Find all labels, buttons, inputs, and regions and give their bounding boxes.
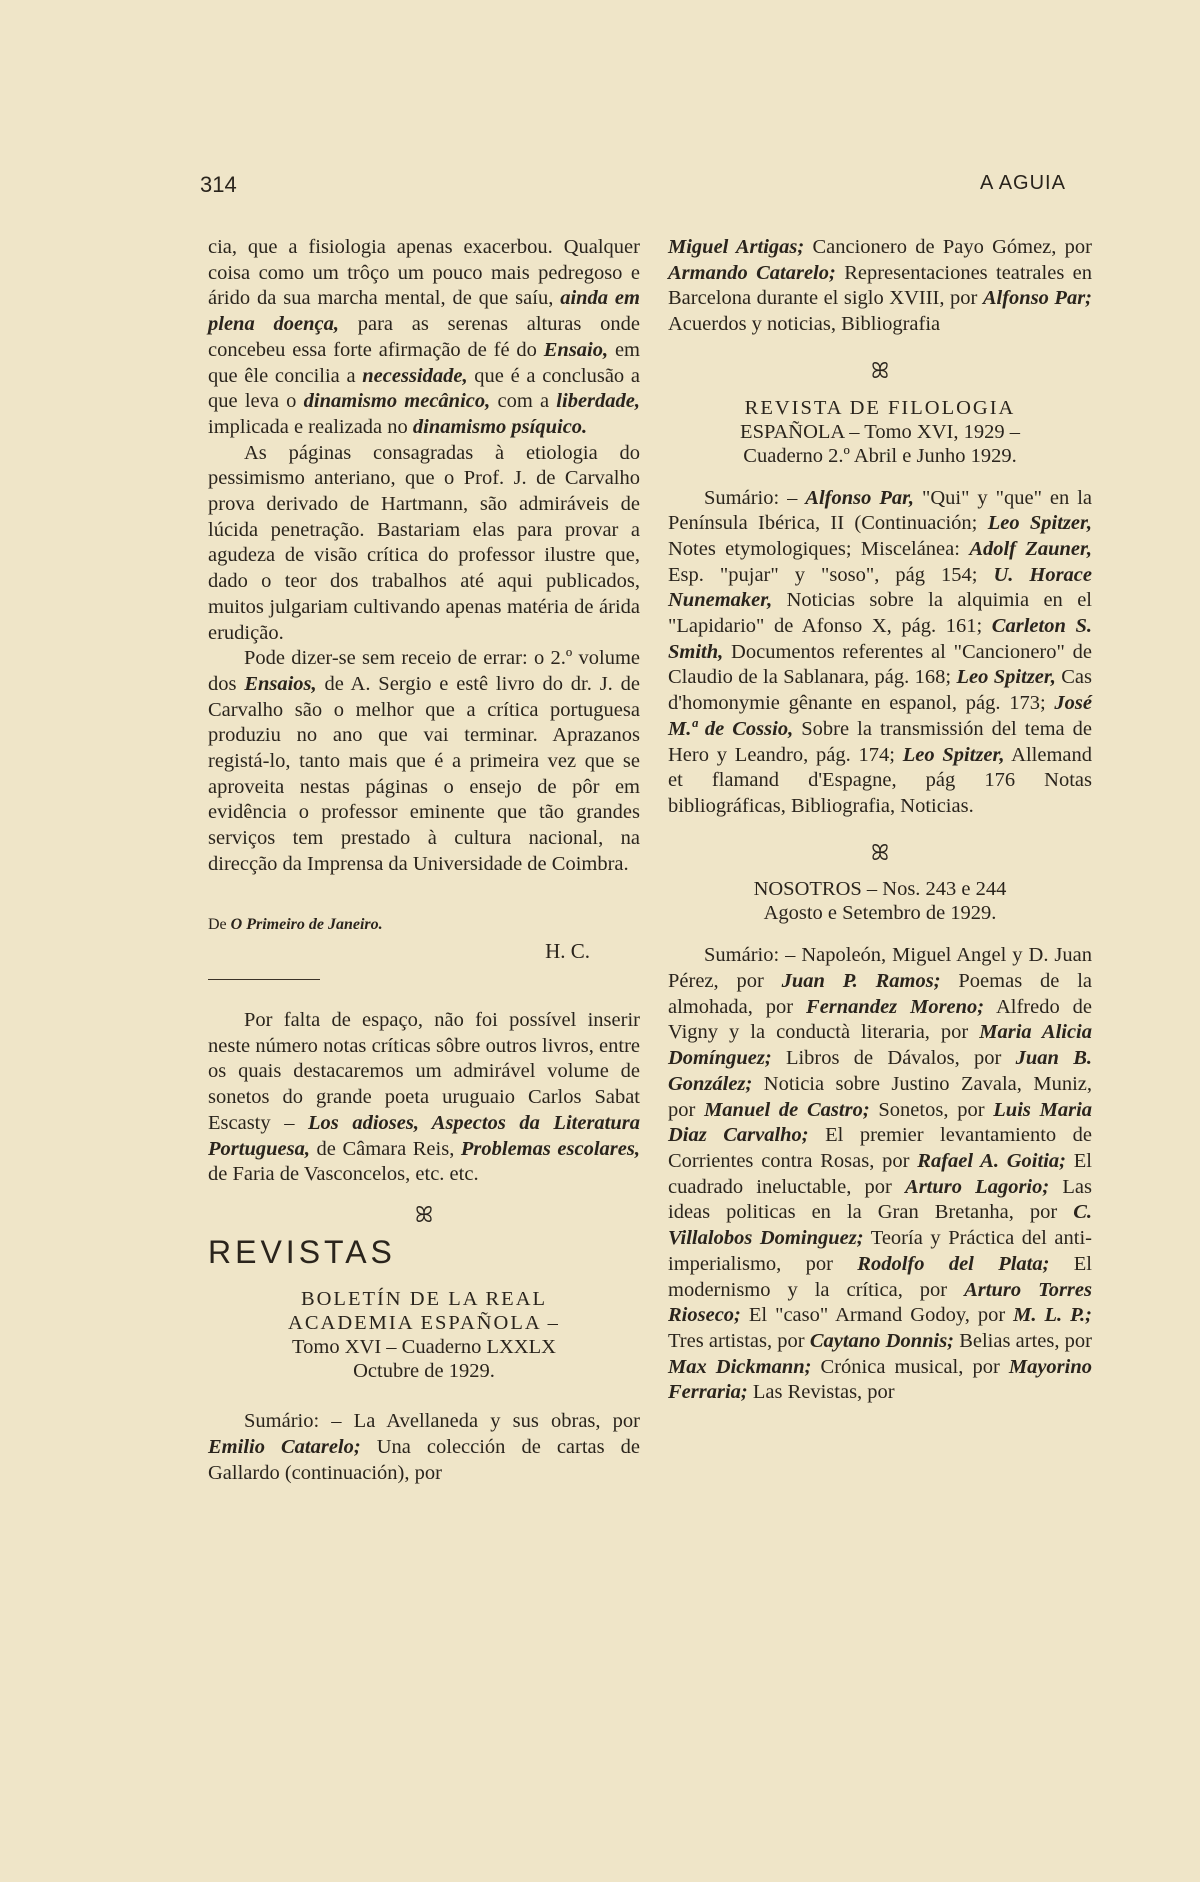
filologia-heading: REVISTA DE FILOLOGIA ESPAÑOLA – Tomo XVI, 1929 – Cuaderno 2.º Abril e Junho 1929. <box>740 396 1020 467</box>
source-citation: De O Primeiro de Janeiro. <box>208 915 383 933</box>
divider <box>208 979 320 980</box>
left-column <box>208 235 640 1486</box>
ornament-icon: ꕤ <box>414 1201 434 1227</box>
running-head: A AGUIA <box>980 172 1066 194</box>
author-initials: H. C. <box>545 939 590 964</box>
ornament-icon: ꕤ <box>870 357 890 383</box>
section-title: REVISTAS <box>208 1233 396 1270</box>
review-paragraph-3: Pode dizer-se sem receio de errar: o 2.º volume dos Ensaios, de A. Sergio e estê livro do dr. J. de Carvalho são o melhor que a crítica portuguesa produziu no ano que vai terminar. Aprazanos registá-lo, tanto mais que é a primeira vez que se aproveita nestas páginas o ensejo de pôr em evidência o professor eminente que tão grandes serviços tem prestado à cultura nacional, na direcção da Imprensa da Universidade de Coimbra. <box>208 647 640 875</box>
boletin-sumario: Sumário: – La Avellaneda y sus obras, por Emilio Catarelo; Una colección de cartas de Gallardo (continuación), por <box>208 1410 640 1484</box>
review-paragraph-2: As páginas consagradas à etiologia do pessimismo anteriano, que o Prof. J. de Carvalho prova derivado de Hartmann, são admiráveis de lúcida penetração. Bastariam elas para provar a agudeza de visão crítica do professor ilustre que, dado o teor dos trabalhos até aqui publicados, muitos julgariam cultivando apenas matéria de árida erudição. <box>208 441 640 644</box>
right-column <box>668 235 1092 1406</box>
nosotros-heading: NOSOTROS – Nos. 243 e 244 Agosto e Setembro de 1929. <box>753 878 1007 925</box>
boletin-sumario-cont: Miguel Artigas; Cancionero de Payo Gómez, por Armando Catarelo; Representaciones teatrales en Barcelona durante el siglo XVIII, por Alfonso Par; Acuerdos y noticias, Bibliografia <box>668 236 1093 336</box>
boletin-heading: BOLETÍN DE LA REAL ACADEMIA ESPAÑOLA – Tomo XVI – Cuaderno LXXLX Octubre de 1929. <box>288 1288 560 1383</box>
review-paragraph-1: cia, que a fisiologia apenas exacerbou. Qualquer coisa como um trôço um pouco mais pedregoso e árido da sua marcha mental, de que saíu, ainda em plena doença, para as serenas alturas onde concebeu essa forte afirmação de fé do Ensaio, em que êle concilia a necessidade, que é a conclusão a que leva o dinamismo mecânico, com a liberdade, implicada e realizada no dinamismo psíquico. <box>208 236 640 438</box>
filologia-sumario: Sumário: – Alfonso Par, "Qui" y "que" en la Península Ibérica, II (Continuación; Leo Spitzer, Notes etymologiques; Miscelánea: Adolf Zauner, Esp. "pujar" y "soso", pág 154; U. Horace Nunemaker, Noticias sobre la alquimia en el "Lapidario" de Afonso X, pág. 161; Carleton S. Smith, Documentos referentes al "Cancionero" de Claudio de la Sablanara, pág. 168; Leo Spitzer, Cas d'homonymie gênante en espanol, pág. 173; José M.ª de Cossio, Sobre la transmissión del tema de Hero y Leandro, pág. 174; Leo Spitzer, Allemand et flamand d'Espagne, pág 176 Notas bibliográficas, Bibliografia, Noticias. <box>668 486 1093 817</box>
page-number: 314 <box>200 172 237 197</box>
ornament-icon: ꕤ <box>870 839 890 865</box>
editorial-note: Por falta de espaço, não foi possível inserir neste número notas críticas sôbre outros livros, entre os quais destacaremos um admirável volume de sonetos do grande poeta uruguaio Carlos Sabat Escasty – Los adioses, Aspectos da Literatura Portuguesa, de Câmara Reis, Problemas escolares, de Faria de Vasconcelos, etc. etc. <box>208 1008 640 1186</box>
nosotros-sumario: Sumário: – Napoleón, Miguel Angel y D. Juan Pérez, por Juan P. Ramos; Poemas de la almohada, por Fernandez Moreno; Alfredo de Vigny y la conductà literaria, por Maria Alicia Domínguez; Libros de Dávalos, por Juan B. González; Noticia sobre Justino Zavala, Muniz, por Manuel de Castro; Sonetos, por Luis Maria Diaz Carvalho; El premier levantamiento de Corrientes contra Rosas, por Rafael A. Goitia; El cuadrado ineluctable, por Arturo Lagorio; Las ideas politicas en la Gran Bretanha, por C. Villalobos Dominguez; Teoría y Práctica del anti-imperialismo, por Rodolfo del Plata; El modernismo y la crítica, por Arturo Torres Rioseco; El "caso" Armand Godoy, por M. L. P.; Tres artistas, por Caytano Donnis; Belias artes, por Max Dickmann; Crónica musical, por Mayorino Ferraria; Las Revistas, por <box>668 944 1093 1404</box>
